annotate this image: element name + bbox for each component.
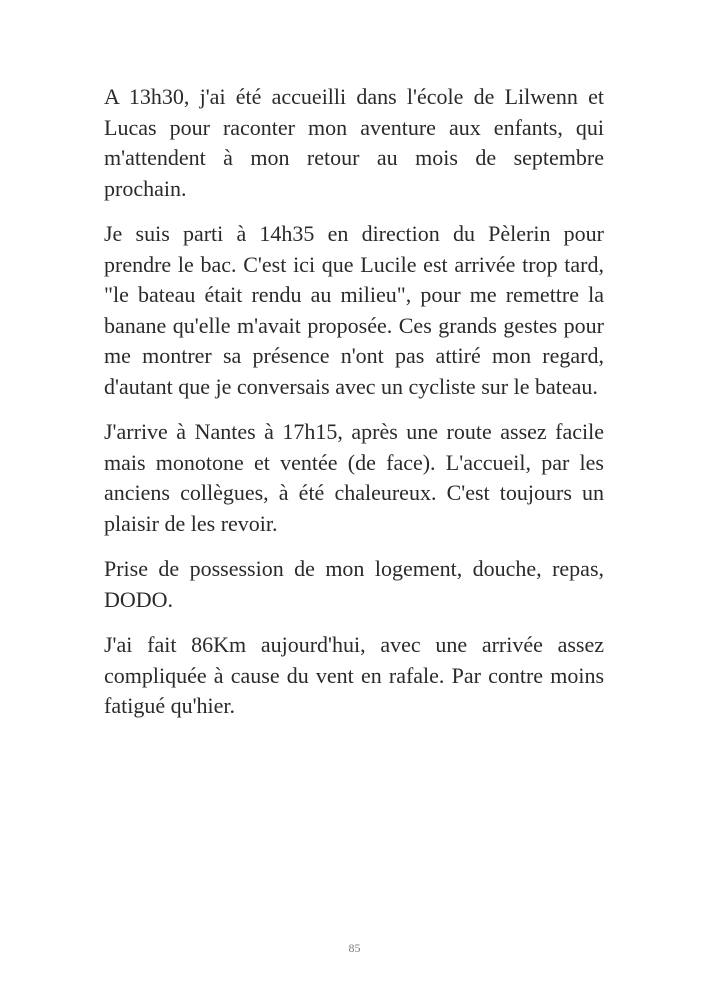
paragraph-arrival-nantes: J'arrive à Nantes à 17h15, après une route assez facile mais monotone et ventée (de face). L'accueil, par les anciens collègues, à été chaleureux. C'est toujours un plaisir de les revoir. bbox=[104, 419, 604, 536]
paragraph-daily-summary: J'ai fait 86Km aujourd'hui, avec une arrivée assez compliquée à cause du vent en rafale. Par contre moins fatigué qu'hier. bbox=[104, 632, 604, 718]
paragraph-school-visit: A 13h30, j'ai été accueilli dans l'école de Lilwenn et Lucas pour raconter mon aventure aux enfants, qui m'attendent à mon retour au mois de septembre prochain. bbox=[104, 84, 604, 201]
body-text bbox=[104, 82, 604, 737]
paragraph-ferry: Je suis parti à 14h35 en direction du Pèlerin pour prendre le bac. C'est ici que Lucile est arrivée trop tard, "le bateau était rendu au milieu", pour me remettre la banane qu'elle m'avait proposée. Ces grands gestes pour me montrer sa présence n'ont pas attiré mon regard, d'autant que je conversais avec un cycliste sur le bateau. bbox=[104, 221, 604, 399]
paragraph-lodging: Prise de possession de mon logement, douche, repas, DODO. bbox=[104, 556, 604, 612]
page-number: 85 bbox=[348, 941, 361, 955]
